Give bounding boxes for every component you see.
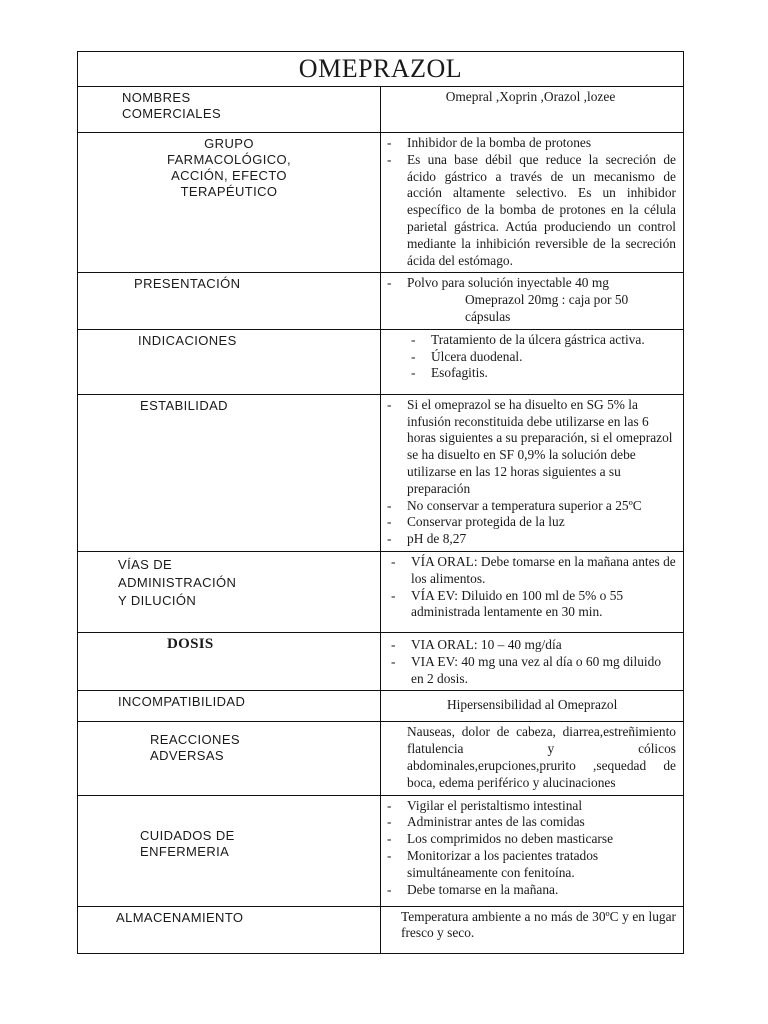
list-item: - Debe tomarse en la mañana.: [385, 882, 676, 899]
row-reacciones: [78, 722, 684, 795]
reacciones-label: REACCIONES ADVERSAS: [150, 732, 240, 764]
label-cell: [78, 329, 381, 394]
indicaciones-label: INDICACIONES: [138, 332, 237, 348]
list-item: - Si el omeprazol se ha disuelto en SG 5% la infusión reconstituida debe utilizarse en las 6 horas siguientes a su preparación, si el omeprazol se ha disuelto en SF 0,9% la solución debe utilizarse en las 12 horas siguientes a su preparación: [385, 397, 676, 498]
label-cell: [78, 722, 381, 795]
content-cell: [381, 632, 684, 690]
content-cell: [381, 551, 684, 632]
nombres-label: NOMBRES COMERCIALES: [122, 90, 222, 121]
list-item: - Esofagitis.: [409, 365, 676, 382]
list-item: - Monitorizar a los pacientes tratados simultáneamente con fenitoína.: [385, 848, 676, 882]
list-item: - Vigilar el peristaltismo intestinal: [385, 798, 676, 815]
label-cell: [78, 273, 381, 329]
label-cell: [78, 551, 381, 632]
dosis-list: [389, 637, 676, 687]
list-item: - Administrar antes de las comidas: [385, 814, 676, 831]
list-item: - VIA EV: 40 mg una vez al día o 60 mg diluido en 2 dosis.: [389, 654, 676, 688]
list-item: - VÍA EV: Diluido en 100 ml de 5% o 55 administrada lentamente en 30 min.: [389, 588, 676, 622]
content-cell: [381, 394, 684, 551]
row-incompatibilidad: [78, 691, 684, 722]
incompatibilidad-text: Hipersensibilidad al Omeprazol: [447, 697, 618, 713]
grupo-label: GRUPO FARMACOLÓGICO, ACCIÓN, EFECTO TERAPÉUTICO: [166, 136, 292, 199]
row-grupo: [78, 133, 684, 273]
label-cell: [78, 394, 381, 551]
almacenamiento-label: ALMACENAMIENTO: [116, 909, 244, 925]
content-cell: [381, 273, 684, 329]
list-item: - Polvo para solución inyectable 40 mg: [385, 275, 676, 292]
row-estabilidad: [78, 394, 684, 551]
content-cell: [381, 906, 684, 953]
presentacion-list: [385, 275, 676, 292]
row-almacenamiento: [78, 906, 684, 953]
label-cell: [78, 691, 381, 722]
document-title: OMEPRAZOL: [78, 52, 684, 87]
vias-label: VÍAS DE ADMINISTRACIÓN Y DILUCIÓN: [118, 556, 237, 608]
list-item: - No conservar a temperatura superior a 25ºC: [385, 498, 676, 515]
label-cell: [78, 133, 381, 273]
grupo-list: [385, 135, 676, 269]
drug-sheet: [77, 51, 684, 954]
label-cell: [78, 87, 381, 133]
vias-list: [389, 554, 676, 621]
list-item: - Conservar protegida de la luz: [385, 514, 676, 531]
row-dosis: [78, 632, 684, 690]
content-cell: [381, 133, 684, 273]
list-item: - Es una base débil que reduce la secreción de ácido gástrico a través de un mecanismo de acción altamente selectivo. Es un inhibidor específico de la bomba de protones en la célula parietal gástrica. Actúa produciendo un control mediante la inhibición reversible de la secreción ácida del estómago.: [385, 152, 676, 270]
cuidados-list: [385, 798, 676, 899]
label-cell: [78, 632, 381, 690]
reacciones-text: Nauseas, dolor de cabeza, diarrea,estreñimiento flatulencia y cólicos abdominales,erupciones,prurito ,sequedad de boca, edema periférico y alucinaciones: [407, 724, 676, 790]
list-item: - VIA ORAL: 10 – 40 mg/día: [389, 637, 676, 654]
content-cell: [381, 87, 684, 133]
estabilidad-list: [385, 397, 676, 548]
presentacion-line2: Omeprazol 20mg : caja por 50 cápsulas: [465, 292, 629, 324]
row-cuidados: [78, 795, 684, 906]
list-item: - Tratamiento de la úlcera gástrica activa.: [409, 332, 676, 349]
row-vias: [78, 551, 684, 632]
list-item: - Úlcera duodenal.: [409, 349, 676, 366]
presentacion-label: PRESENTACIÓN: [134, 276, 241, 292]
row-indicaciones: [78, 329, 684, 394]
content-cell: [381, 722, 684, 795]
nombres-text: Omepral ,Xoprin ,Orazol ,lozee: [445, 89, 616, 104]
label-cell: [78, 906, 381, 953]
dosis-label: DOSIS: [167, 635, 214, 652]
title-row: [78, 52, 684, 87]
drug-info-table: [77, 51, 684, 954]
row-presentacion: [78, 273, 684, 329]
almacenamiento-text: Temperatura ambiente a no más de 30ºC y en lugar fresco y seco.: [401, 908, 676, 941]
list-item: - VÍA ORAL: Debe tomarse en la mañana antes de los alimentos.: [389, 554, 676, 588]
label-cell: [78, 795, 381, 906]
estabilidad-label: ESTABILIDAD: [140, 397, 228, 413]
content-cell: [381, 795, 684, 906]
content-cell: [381, 329, 684, 394]
indicaciones-list: [409, 332, 676, 382]
list-item: - pH de 8,27: [385, 531, 676, 548]
row-nombres: [78, 87, 684, 133]
cuidados-label: CUIDADOS DE ENFERMERIA: [140, 827, 235, 859]
list-item: - Los comprimidos no deben masticarse: [385, 831, 676, 848]
content-cell: [381, 691, 684, 722]
incompatibilidad-label: INCOMPATIBILIDAD: [118, 694, 246, 710]
list-item: - Inhibidor de la bomba de protones: [385, 135, 676, 152]
